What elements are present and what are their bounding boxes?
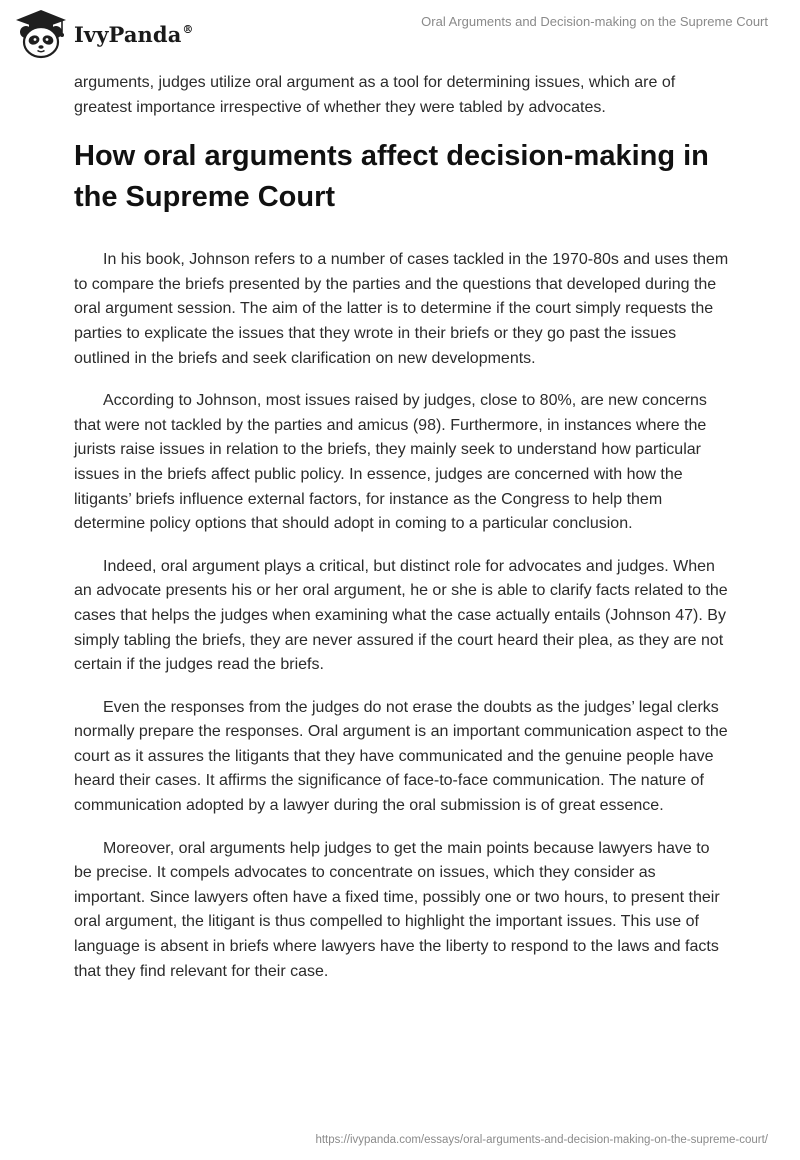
brand-name: IvyPanda® bbox=[74, 21, 194, 47]
body-paragraph: Indeed, oral argument plays a critical, but distinct role for advocates and judges. When an advocate presents his or her oral argument, he or she is able to clarify facts related to the cases that helps the judges when examining what the case actually entails (Johnson 47). By simply tabling the briefs, they are never assured if the court heard their plea, as they are not certain if the judges read the briefs. bbox=[74, 557, 728, 674]
registered-mark: ® bbox=[182, 22, 194, 36]
body-paragraph: According to Johnson, most issues raised by judges, close to 80%, are new concerns that were not tackled by the parties and amicus (98). Furthermore, in instances where the jurists raise issues in relation to the briefs, they mainly seek to understand how particular issues in the briefs affect public policy. In essence, judges are concerned with how the litigants’ briefs influence external factors, for instance as the Congress to help them determine policy options that should adopt in coming to a particular conclusion. bbox=[74, 392, 707, 533]
essay-content bbox=[74, 71, 730, 1002]
intro-paragraph: arguments, judges utilize oral argument as a tool for determining issues, which are of greatest importance irrespective of whether they were tabled by advocates. bbox=[74, 74, 676, 116]
page-header bbox=[0, 0, 800, 70]
body-paragraph: Even the responses from the judges do not erase the doubts as the judges’ legal clerks normally prepare the responses. Oral argument is an important communication aspect to the court as it assures the litigants that they have communicated and the genuine people have heard their cases. It affirms the significance of face-to-face communication. The nature of communication adopted by a lawyer during the oral submission is of great essence. bbox=[74, 698, 728, 815]
body-paragraph: In his book, Johnson refers to a number of cases tackled in the 1970-80s and uses them to compare the briefs presented by the parties and the questions that developed during the oral argument session. The aim of the latter is to determine if the court simply requests the parties to explicate the issues that they wrote in their briefs or they go past the issues outlined in the briefs and seek clarification on new developments. bbox=[74, 251, 729, 367]
section-heading: How oral arguments affect decision-making in the Supreme Court bbox=[74, 140, 709, 214]
source-url[interactable]: https://ivypanda.com/essays/oral-arguments-and-decision-making-on-the-supreme-court/ bbox=[315, 1134, 768, 1146]
body-paragraph: Moreover, oral arguments help judges to get the main points because lawyers have to be precise. It compels advocates to concentrate on issues, which they consider as important. Since lawyers often have a fixed time, possibly one or two hours, to present their oral argument, the litigant is thus compelled to highlight the important issues. This use of language is absent in briefs where lawyers have the liberty to respond to the laws and facts that they find relevant for their case. bbox=[74, 839, 720, 980]
ivypanda-logo[interactable] bbox=[14, 8, 194, 60]
document-title: Oral Arguments and Decision-making on the Supreme Court bbox=[421, 14, 768, 29]
panda-graduate-icon bbox=[14, 8, 68, 60]
